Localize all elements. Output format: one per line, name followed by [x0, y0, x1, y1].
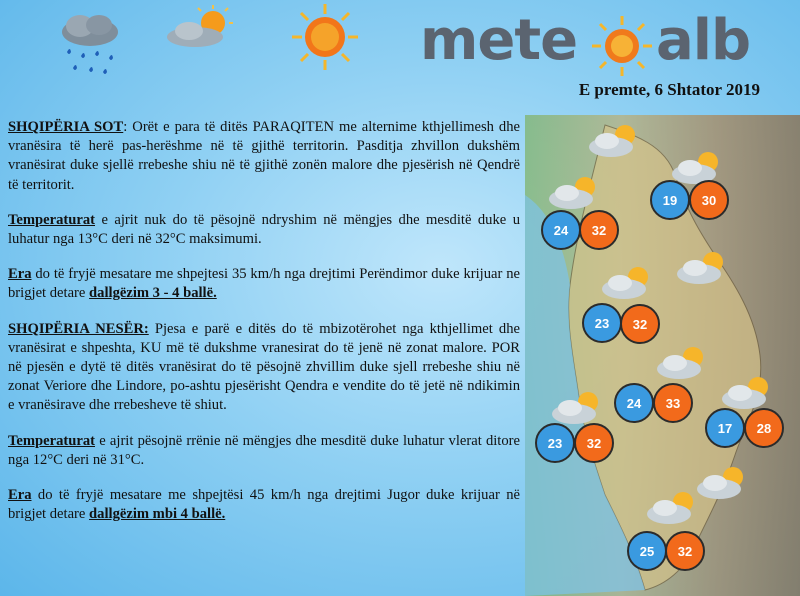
header-weather-icons — [0, 0, 420, 90]
section-title: SHQIPËRIA NESËR: — [8, 320, 149, 337]
rain-cloud-icon — [55, 10, 125, 85]
today-wind — [8, 265, 520, 303]
partly-cloudy-icon — [547, 175, 605, 211]
section-title: Temperaturat — [8, 211, 96, 228]
partly-cloudy-icon — [550, 390, 608, 426]
temp-max-badge: 32 — [574, 423, 614, 463]
temp-min-badge: 24 — [614, 383, 654, 423]
section-text: e ajrit nuk do të pësojnë ndryshim në mëngjes dhe mesditë duke u luhatur nga 13°C deri në 32°C maksimumi. — [8, 211, 520, 248]
section-title: SHQIPËRIA SOT — [8, 119, 124, 135]
partly-cloudy-icon — [587, 123, 645, 159]
forecast-text — [8, 118, 520, 540]
partly-cloudy-icon — [655, 345, 713, 381]
partly-cloudy-icon — [675, 250, 733, 286]
temp-min-badge: 24 — [541, 210, 581, 250]
partly-cloudy-icon — [600, 265, 658, 301]
section-title: Era — [8, 266, 32, 283]
tomorrow-summary — [8, 320, 520, 416]
partly-cloudy-icon — [695, 465, 753, 501]
brand-text-part2: alb — [656, 8, 751, 73]
temp-min-badge: 17 — [705, 408, 745, 448]
temp-max-badge: 32 — [665, 531, 705, 571]
partly-cloudy-icon — [165, 5, 240, 55]
today-temperature — [8, 211, 520, 249]
temp-min-badge: 23 — [582, 303, 622, 343]
section-emphasis: dallgëzim 3 - 4 ballë. — [89, 285, 217, 302]
temp-max-badge: 30 — [689, 180, 729, 220]
section-text: : Orët e para të ditës PARAQITEN me alternime kthjellimesh dhe vranësira të herë pas-herëshme në të gjithë territorin. Pasditja zhvillon dukshëm vranësirat duke sjellë rrebeshe shiu në të gjithë zonën malore dhe pjesërish në Qendrë të territorit. — [8, 119, 520, 193]
brand-text-part1: mete — [420, 8, 578, 73]
brand-logo — [420, 8, 780, 78]
temp-max-badge: 32 — [620, 304, 660, 344]
section-title: Era — [8, 487, 32, 504]
forecast-date: E premte, 6 Shtator 2019 — [578, 80, 760, 99]
temp-min-badge: 23 — [535, 423, 575, 463]
temp-max-badge: 32 — [579, 210, 619, 250]
temp-max-badge: 33 — [653, 383, 693, 423]
section-text: e ajrit pësojnë rrënie në mëngjes dhe mesditë duke luhatur vlerat ditore nga 12°C deri në 31°C. — [8, 432, 520, 468]
sun-icon — [290, 2, 360, 77]
section-text: Pjesa e parë e ditës do të mbizotërohet nga kthjellimet dhe vranësirat e shpeshta, KU më të dukshme vranesirat do të jenë në zonat malore. POR në pjesën e dytë të ditës vranësirat do të pësojnë zhvillim duke sjell rrebeshe shiu në zonat Veriore dhe Lindore, po-ashtu pjesërisht Qendra e vendite do të jetë në ndikimin e vranësirave dhe rrebesheve të shiut. — [8, 320, 520, 414]
temp-max-badge: 28 — [744, 408, 784, 448]
section-title: Temperaturat — [8, 432, 96, 449]
temp-min-badge: 19 — [650, 180, 690, 220]
partly-cloudy-icon — [670, 150, 728, 186]
tomorrow-wind — [8, 486, 520, 524]
temp-min-badge: 25 — [627, 531, 667, 571]
partly-cloudy-icon — [720, 375, 778, 411]
today-summary — [8, 118, 520, 195]
tomorrow-temperature — [8, 432, 520, 470]
section-text: do të fryjë mesatare me shpejtësi 45 km/h nga drejtimi Jugor duke krijuar në brigjet detare — [8, 487, 520, 523]
brand-sun-icon — [592, 16, 652, 81]
albania-relief-map — [525, 115, 800, 596]
section-text: do të fryjë mesatare me shpejtesi 35 km/h nga drejtimi Perëndimor duke krijuar ne brigjet detare — [8, 266, 520, 302]
section-emphasis: dallgëzim mbi 4 ballë. — [89, 506, 226, 523]
partly-cloudy-icon — [645, 490, 703, 526]
